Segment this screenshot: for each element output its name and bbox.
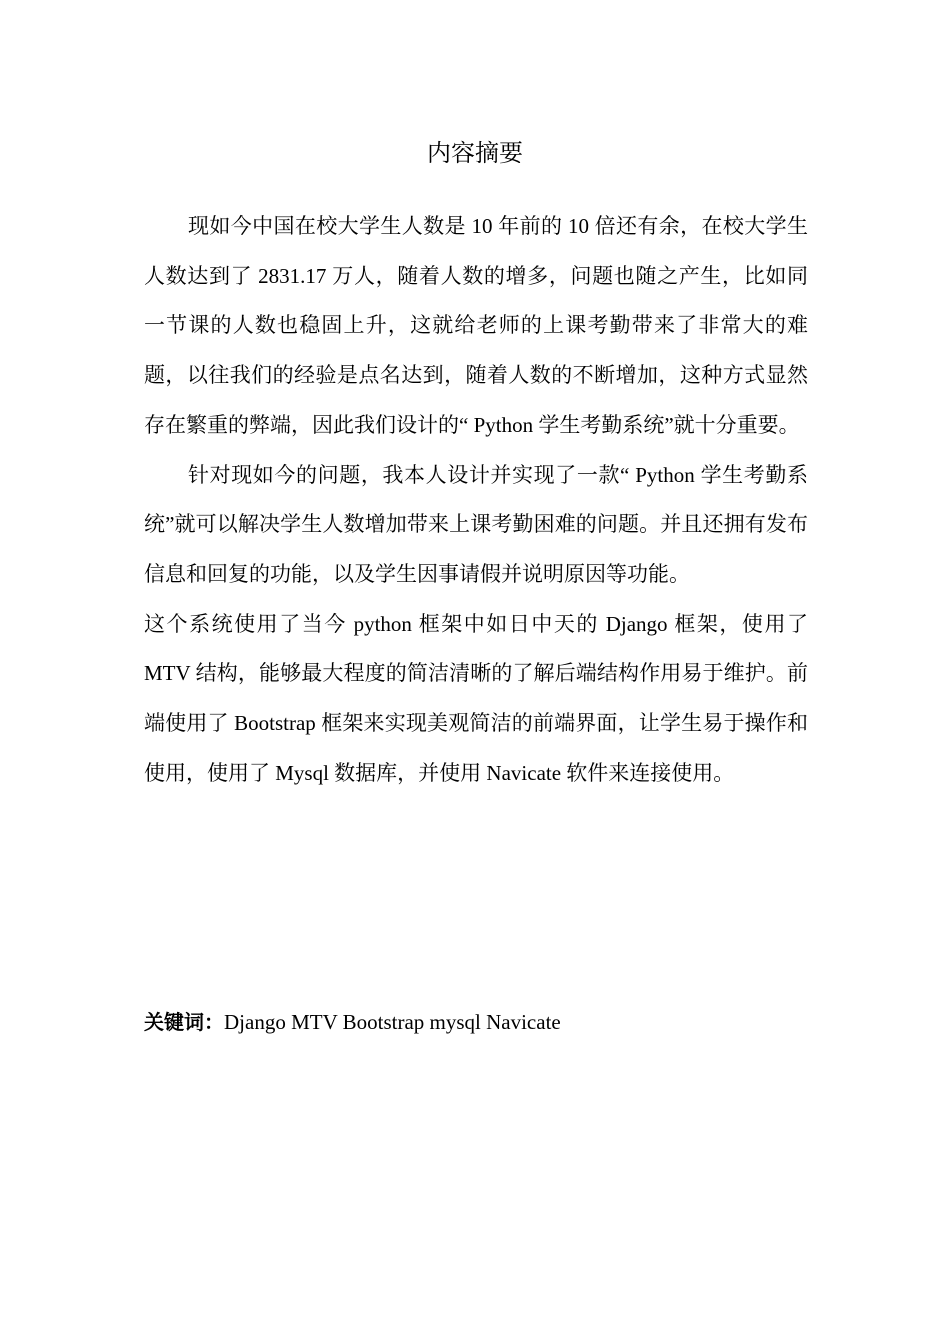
paragraph-3: 这个系统使用了当今 python 框架中如日中天的 Django 框架，使用了 MTV 结构，能够最大程度的简洁清晰的了解后端结构作用易于维护。前端使用了 Bootstrap 框架来实现美观简洁的前端界面，让学生易于操作和使用，使用了 Mysql 数据库，并使用 Navicate 软件来连接使用。 — [144, 611, 808, 785]
keywords-line — [144, 1004, 808, 1040]
abstract-body — [144, 202, 808, 798]
paragraph-2: 针对现如今的问题，我本人设计并实现了一款“ Python 学生考勤系统”就可以解决学生人数增加带来上课考勤困难的问题。并且还拥有发布信息和回复的功能，以及学生因事请假并说明原因等功能。 — [144, 462, 808, 586]
page-title: 内容摘要 — [427, 139, 523, 167]
keywords-label: 关键词： — [144, 1010, 224, 1034]
paragraph-1: 现如今中国在校大学生人数是 10 年前的 10 倍还有余，在校大学生人数达到了 2831.17 万人，随着人数的增多，问题也随之产生，比如同一节课的人数也稳固上升，这就给老师的上课考勤带来了非常大的难题，以往我们的经验是点名达到，随着人数的不断增加，这种方式显然存在繁重的弊端，因此我们设计的“ Python 学生考勤系统”就十分重要。 — [144, 214, 808, 437]
keywords-value: Django MTV Bootstrap mysql Navicate — [224, 1010, 561, 1034]
